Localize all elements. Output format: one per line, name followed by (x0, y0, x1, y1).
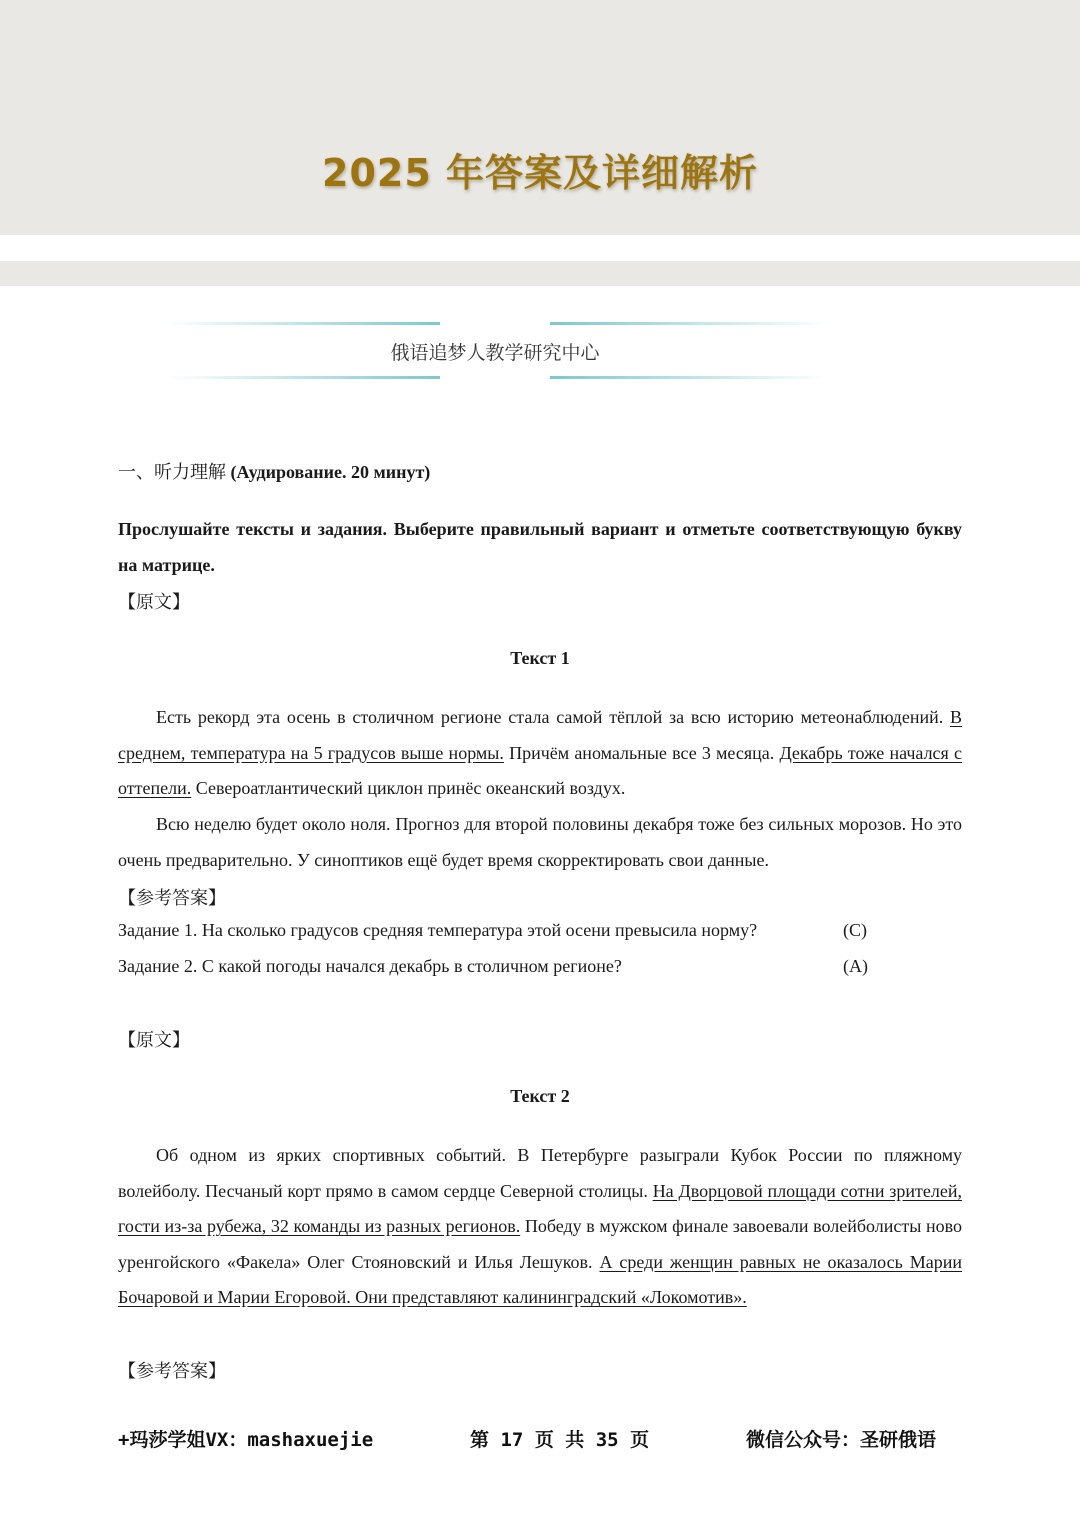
text-segment: Об одном из ярких спортивных событий. В Петербурге разыграли Кубок России по пляжному волейболу. Песчаный корт прямо в самом сердце Северной столицы. (118, 1145, 962, 1201)
underlined-segment: Декабрь тоже начался с оттепели. (118, 742, 962, 798)
text-segment: Победу в мужском финале завоевали волейболисты ново уренгойского «Факела» Олег Стояновский и Илья Лешуков. (118, 1216, 962, 1272)
decor-line (550, 376, 830, 379)
section-heading (118, 458, 962, 484)
decor-line (165, 322, 440, 325)
answers-label: 【参考答案】 (118, 888, 226, 909)
decor-line (550, 322, 830, 325)
instruction-text: Прослушайте тексты и задания. Выберите правильный вариант и отметьте соответствующую букву на матрице. (118, 519, 962, 575)
org-label: 俄语追梦人教学研究中心 (390, 342, 600, 364)
question-1: Задание 1. На сколько градусов средняя температура этой осени превысила норму? (118, 920, 758, 940)
answers-label: 【参考答案】 (118, 1361, 226, 1382)
page-title: 2025 年答案及详细解析 (322, 151, 758, 195)
underlined-segment: А среди женщин равных не оказалось Марии Бочаровой и Марии Егоровой. Они представляют калининградский «Локомотив». (118, 1251, 962, 1307)
page-mid: 页 共 (534, 1429, 585, 1451)
text-heading: Текст 2 (510, 1086, 570, 1106)
page-prefix: 第 (470, 1429, 490, 1451)
page-suffix: 页 (630, 1429, 650, 1451)
page-total: 35 (595, 1429, 619, 1451)
footer-wechat: 微信公众号：圣研俄语 (746, 1429, 937, 1451)
banner-strip (0, 261, 1080, 286)
text-segment: Североатлантический циклон принёс океанский воздух. (191, 778, 626, 798)
page-current: 17 (500, 1429, 524, 1451)
text-segment: Причём аномальные все 3 месяца. (503, 742, 780, 763)
question-2: Задание 2. С какой погоды начался декабрь в столичном регионе? (118, 956, 622, 976)
footer-contact: +玛莎学姐VX：mashaxuejie (118, 1429, 374, 1451)
section-title: (Аудирование. 20 минут) (230, 462, 431, 482)
source-label: 【原文】 (118, 592, 190, 613)
answer-2: (A) (843, 956, 868, 976)
source-label: 【原文】 (118, 1030, 190, 1051)
page-indicator (470, 1425, 649, 1452)
section-number: 一、听力理解 (118, 462, 226, 483)
answer-1: (C) (843, 920, 867, 940)
decor-line (165, 376, 440, 379)
text1-paragraph-1 (118, 700, 962, 807)
text1-paragraph-2: Всю неделю будет около ноля. Прогноз для второй половины декабря тоже без сильных морозов. Но это очень предварительно. У синоптиков ещё будет время скорректировать свои данные. (118, 814, 962, 870)
text2-paragraph-1 (118, 1138, 962, 1316)
underlined-segment: В среднем, температура на 5 градусов выше нормы. (118, 707, 963, 763)
text-segment: Есть рекорд эта осень в столичном регионе стала самой тёплой за всю историю метеонаблюдений. (156, 707, 944, 727)
header-banner (0, 0, 1080, 235)
underlined-segment: На Дворцовой площади сотни зрителей, гости из-за рубежа, 32 команды из разных регионов. (118, 1180, 962, 1236)
text-heading: Текст 1 (510, 648, 570, 668)
